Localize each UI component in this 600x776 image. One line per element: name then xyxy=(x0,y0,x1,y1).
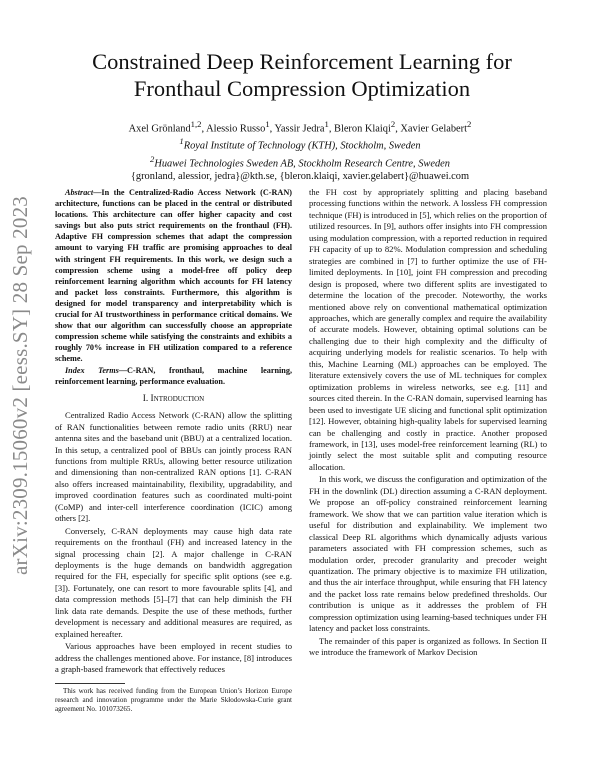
author-list: Axel Grönland$^{1,2}$, Alessio Russo$^1$, Yassir Jedra$^1$, Bleron Klaiqi$^2$, Xavier Gelabert$^2$ xyxy=(128,119,472,135)
title-line-1: Constrained Deep Reinforcement Learning for xyxy=(92,49,512,74)
affiliation-2: $^2$Huawei Technologies Sweden AB, Stockholm Research Centre, Sweden xyxy=(150,153,450,170)
intro-paragraph-3: Various approaches have been employed in recent studies to address the challenges mentioned above. For instance, [8] introduces a graph-based framework that effectively reduces xyxy=(55,641,292,675)
section-heading: I. Introduction xyxy=(142,393,205,404)
intro-paragraph-5: In this work, we discuss the configuration and optimization of the FH in the downlink (DL) direction assuming a C-RAN deployment. We propose an off-policy constrained reinforcement learning framework. We show that we can partition value iteration which is useful for distribution and explainability. We implement two classical Deep RL algorithms which dynamically adjusts various parameters associated with FH compression schemes, such as modulation order, precoder granularity and precoder weight quantization. The primary objective is to maximize FH utilization, and thus the air interface throughput, while ensuring that FH latency and the packet loss rate remains below predefined thresholds. Our contribution is unique as it addresses the problem of FH compression optimization using learning-based techniques under FH latency and packet loss constraints. xyxy=(309,474,547,634)
right-column xyxy=(309,187,547,659)
title-line-2: Fronthaul Compression Optimization xyxy=(133,76,471,101)
footnote-divider xyxy=(55,683,125,684)
funding-footnote: This work has received funding from the European Union’s Horizon Europe research and innovation programme under the Marie Skłodowska-Curie grant agreement No. 101073265. xyxy=(55,686,292,713)
abstract: Abstract—In the Centralized-Radio Access Network (C-RAN) architecture, functions can be placed in the central or distributed locations. This architecture can offer higher capacity and cost savings but also puts strict requirements on the fronthaul (FH). Adaptive FH compression schemes that adapt the compression amount to varying FH traffic are promising approaches to deal with stringent FH requirements. In this work, we design such a compression scheme using a model-free off policy deep reinforcement learning algorithm which accounts for FH latency and packet loss constraints. Furthermore, this algorithm is designed for model transparency and interpretability which is crucial for AI trustworthiness in performance critical domains. We show that our algorithm can successfully choose an appropriate compression scheme while satisfying the constraints and exhibits a roughly 70% increase in FH utilization compared to a reference scheme. xyxy=(55,188,292,364)
author-emails: {gronland, alessior, jedra}@kth.se, {bleron.klaiqi, xavier.gelabert}@huawei.com xyxy=(130,171,470,183)
left-column xyxy=(55,187,292,714)
intro-paragraph-1: Centralized Radio Access Network (C-RAN) allow the splitting of RAN functionalities between remote radio units (RRU) near antenna sites and the baseband unit (BBU) at a centralized location. In this setup, a centralized pool of BBUs can jointly process RAN functions from multiple RRUs, allowing better resource utilization and dimensioning than non-centralized RAN options [1]. C-RAN also offers increased maintainability, flexibility, upgradability, and improved coordination features such as coordinated multi-point (CoMP) and inter-cell interference coordination (ICIC) among others [2]. xyxy=(55,410,292,524)
intro-paragraph-4: the FH cost by appropriately splitting and placing baseband processing functions within the network. A lossless FH compression technique (FH) is introduced in [5], which relies on the proportion of utilized resources. In [9], authors offer insights into FH compression using modulation compression, with a reported reduction in required FH capacity of up to 82%. Modulation compression and scheduling strategies are combined in [7] to further optimize the use of FH-limited deployments. In [10], joint FH compression and precoding design is proposed, where two different splits are investigated to determine the location of the precoder. Noteworthy, the works mentioned above rely on conventional mathematical optimization approaches, which are generally complex and require the availability of accurate models. However, obtaining optimal solutions can be challenging due to their high complexity and the difficulty of acquiring underlying models for realistic scenarios. To help with this, Machine Learning (ML) approaches can be employed. The literature extensively covers the use of ML techniques for complex optimization problems in wireless networks, see e.g. [11] and sources cited therein. In the C-RAN domain, supervised learning has been used to investigate UE slicing and functional split optimization [12]. However, obtaining high-quality labels for supervised learning can be challenging and costly in practice. Another proposed framework, in [13], uses model-free reinforcement learning (RL) to jointly select the most suitable split and computing resource allocation. xyxy=(309,187,547,472)
intro-paragraph-6: The remainder of this paper is organized as follows. In Section II we introduce the framework of Markov Decision xyxy=(309,635,547,658)
index-terms: Index Terms—C-RAN, fronthaul, machine learning, reinforcement learning, performance evaluation. xyxy=(55,365,292,386)
author-block xyxy=(40,118,560,183)
affiliation-1: $^1$Royal Institute of Technology (KTH), Stockholm, Sweden xyxy=(179,136,421,152)
arxiv-stamp xyxy=(4,182,36,588)
paper-title xyxy=(60,48,544,102)
arxiv-identifier: arXiv:2309.15060v2 [eess.SY] 28 Sep 2023 xyxy=(7,195,32,575)
intro-paragraph-2: Conversely, C-RAN deployments may cause high data rate requirements on the fronthaul (FH) and increased latency in the signal processing chain [2]. A major challenge in C-RAN deployments is the huge demands on bandwidth aggregation required for the FH, especially for specific split options (see e.g. [3]). Fortunately, one can resort to more favourable splits [4], and data compression methods [5]–[7] that can help diminish the FH link data rate demands. Despite the use of these methods, further development is necessary and additional measures are required, as explained hereafter. xyxy=(55,525,292,639)
